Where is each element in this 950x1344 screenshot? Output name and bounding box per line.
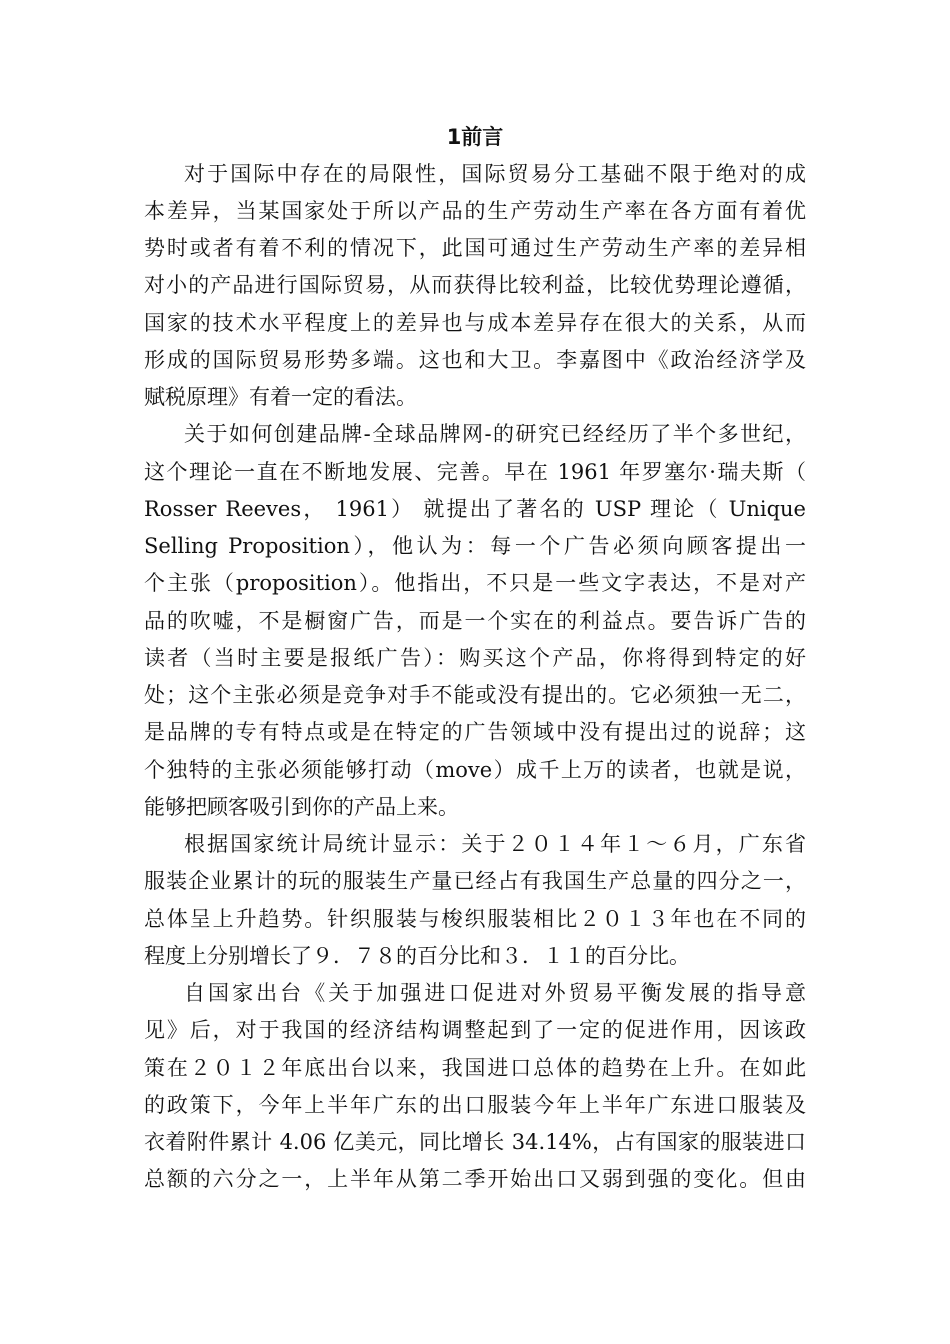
- paragraph-2-line-11: 能够把顾客吸引到你的产品上来。: [144, 795, 459, 819]
- paragraph-3-line-1: 根据国家统计局统计显示：关于２０１４年１～６月，广东省: [184, 832, 806, 856]
- paragraph-4-line-6: 总额的六分之一，上半年从第二季开始出口又弱到强的变化。但由: [144, 1167, 806, 1191]
- paragraph-2-line-9: 是品牌的专有特点或是在特定的广告领域中没有提出过的说辞；这: [144, 720, 806, 744]
- paragraph-4-line-4: 的政策下，今年上半年广东的出口服装今年上半年广东进口服装及: [144, 1093, 806, 1117]
- paragraph-3-line-2: 服装企业累计的玩的服装生产量已经占有我国生产总量的四分之一，: [144, 869, 806, 893]
- paragraph-2-line-8: 处；这个主张必须是竞争对手不能或没有提出的。它必须独一无二，: [144, 683, 806, 707]
- paragraph-4-line-3: 策在２０１２年底出台以来，我国进口总体的趋势在上升。在如此: [144, 1056, 806, 1080]
- paragraph-2-line-3: Rosser Reeves， 1961） 就提出了著名的 USP 理论（ Unique: [144, 497, 806, 521]
- paragraph-4-line-5: 衣着附件累计 4.06 亿美元，同比增长 34.14%，占有国家的服装进口: [144, 1130, 806, 1154]
- paragraph-1-line-6: 形成的国际贸易形势多端。这也和大卫。李嘉图中《政治经济学及: [144, 348, 806, 372]
- paragraph-1-line-5: 国家的技术水平程度上的差异也与成本差异存在很大的关系，从而: [144, 311, 806, 335]
- paragraph-4-line-2: 见》后，对于我国的经济结构调整起到了一定的促进作用，因该政: [144, 1018, 806, 1042]
- paragraph-2-line-7: 读者（当时主要是报纸广告）：购买这个产品，你将得到特定的好: [144, 646, 806, 670]
- paragraph-2-line-5: 个主张（proposition）。他指出，不只是一些文字表达，不是对产: [144, 571, 806, 595]
- paragraph-2-line-10: 个独特的主张必须能够打动（move）成千上万的读者，也就是说，: [144, 758, 806, 782]
- paragraph-1-line-2: 本差异，当某国家处于所以产品的生产劳动生产率在各方面有着优: [144, 199, 806, 223]
- paragraph-1-line-1: 对于国际中存在的局限性，国际贸易分工基础不限于绝对的成: [184, 162, 806, 186]
- paragraph-2-line-2: 这个理论一直在不断地发展、完善。早在 1961 年罗塞尔·瑞夫斯（: [144, 460, 806, 484]
- paragraph-2-line-6: 品的吹嘘，不是橱窗广告，而是一个实在的利益点。要告诉广告的: [144, 609, 806, 633]
- section-heading: 1前言: [446, 125, 504, 149]
- paragraph-2-line-1: 关于如何创建品牌-全球品牌网-的研究已经经历了半个多世纪，: [184, 422, 806, 446]
- paragraph-3-line-3: 总体呈上升趋势。针织服装与梭织服装相比２０１３年也在不同的: [144, 907, 806, 931]
- paragraph-4-line-1: 自国家出台《关于加强进口促进对外贸易平衡发展的指导意: [184, 981, 806, 1005]
- paragraph-1-line-4: 对小的产品进行国际贸易，从而获得比较利益，比较优势理论遵循，: [144, 273, 806, 297]
- paragraph-2-line-4: Selling Proposition），他认为：每一个广告必须向顾客提出一: [144, 534, 806, 558]
- paragraph-3-line-4: 程度上分别增长了９．７８的百分比和３．１１的百分比。: [144, 944, 690, 968]
- paragraph-1-line-7: 赋税原理》有着一定的看法。: [144, 385, 417, 409]
- paragraph-1-line-3: 势时或者有着不利的情况下，此国可通过生产劳动生产率的差异相: [144, 236, 806, 260]
